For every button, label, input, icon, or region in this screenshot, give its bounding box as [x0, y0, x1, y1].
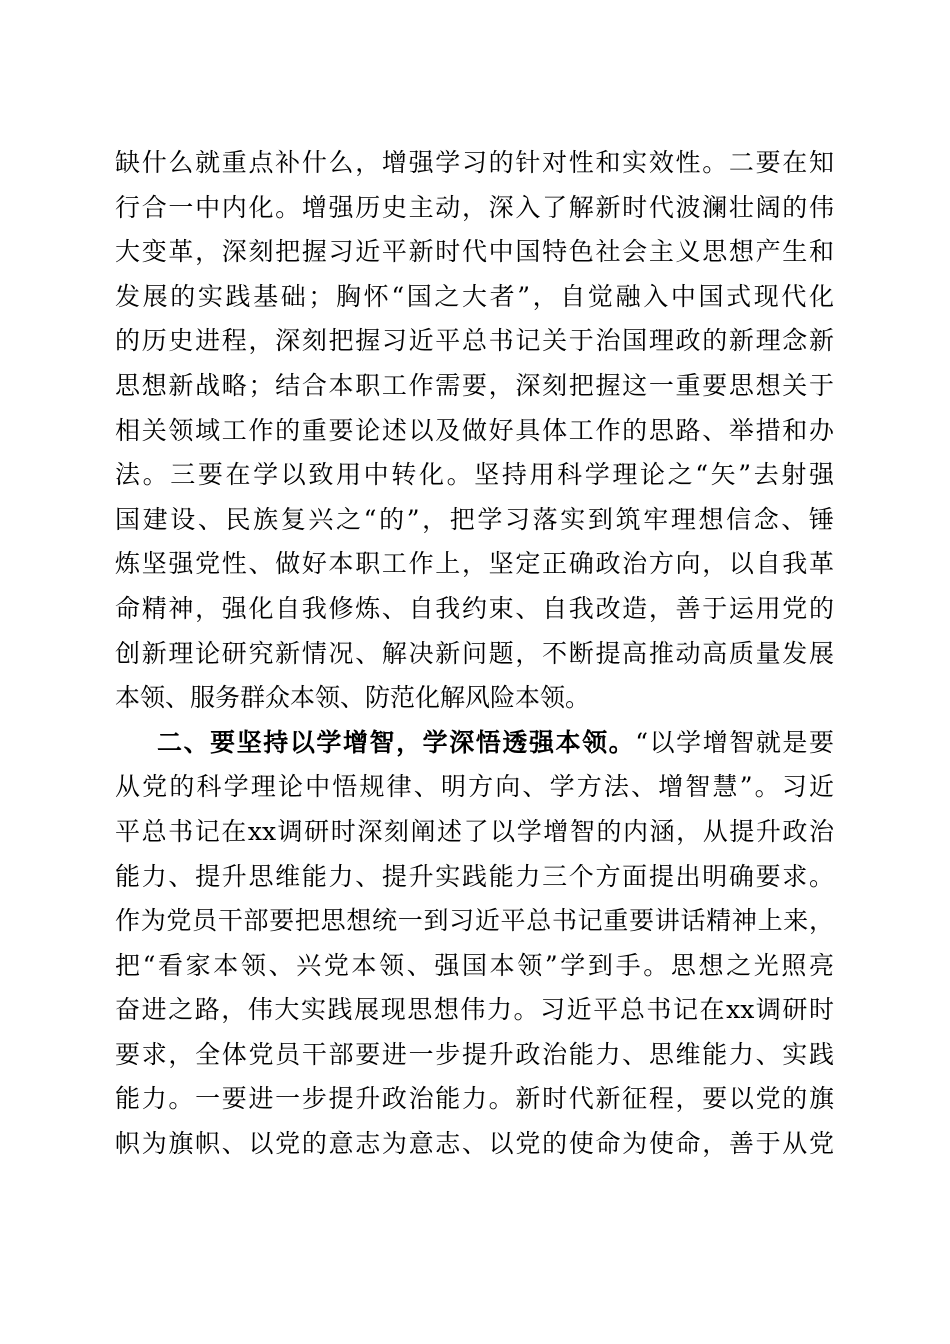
text-line-p2-10: 帜为旗帜、以党的意志为意志、以党的使命为使命，善于从党 [115, 1129, 834, 1159]
text-line-p2-7: 奋进之路，伟大实践展现思想伟力。习近平总书记在xx调研时 [115, 995, 834, 1025]
text-line-p1-11: 命精神，强化自我修炼、自我约束、自我改造，善于运用党的 [115, 593, 834, 623]
text-line-p1-1: 缺什么就重点补什么，增强学习的针对性和实效性。二要在知 [115, 148, 834, 177]
text-line-p2-6: 把“看家本领、兴党本领、强国本领”学到手。思想之光照亮 [115, 950, 834, 980]
text-line-p2-9: 能力。一要进一步提升政治能力。新时代新征程，要以党的旗 [115, 1084, 834, 1114]
body-text-run: “以学增智就是要 [635, 727, 834, 757]
document-body [115, 141, 834, 1167]
text-line-p1-5: 的历史进程，深刻把握习近平总书记关于治国理政的新理念新 [115, 326, 834, 356]
text-line-p2-5: 作为党员干部要把思想统一到习近平总书记重要讲话精神上来， [115, 906, 834, 936]
text-line-p1-3: 大变革，深刻把握习近平新时代中国特色社会主义思想产生和 [115, 237, 834, 267]
text-line-p2-1 [115, 721, 834, 766]
text-line-p1-6: 思想新战略；结合本职工作需要，深刻把握这一重要思想关于 [115, 370, 834, 400]
text-line-p1-7: 相关领域工作的重要论述以及做好具体工作的思路、举措和办 [115, 415, 834, 445]
text-line-p2-2: 从党的科学理论中悟规律、明方向、学方法、增智慧”。习近 [115, 772, 834, 802]
text-line-p1-10: 炼坚强党性、做好本职工作上，坚定正确政治方向，以自我革 [115, 549, 834, 579]
text-line-p2-4: 能力、提升思维能力、提升实践能力三个方面提出明确要求。 [115, 861, 834, 891]
text-line-p1-12: 创新理论研究新情况、解决新问题，不断提高推动高质量发展 [115, 638, 834, 668]
section-heading: 二、要坚持以学增智，学深悟透强本领。 [157, 727, 636, 757]
text-line-p1-2: 行合一中内化。增强历史主动，深入了解新时代波澜壮阔的伟 [115, 192, 834, 222]
text-line-p1-13: 本领、服务群众本领、防范化解风险本领。 [115, 683, 591, 713]
text-line-p1-4: 发展的实践基础；胸怀“国之大者”，自觉融入中国式现代化 [115, 281, 834, 311]
text-line-p1-9: 国建设、民族复兴之“的”，把学习落实到筑牢理想信念、锤 [115, 504, 834, 534]
text-line-p2-8: 要求，全体党员干部要进一步提升政治能力、思维能力、实践 [115, 1039, 834, 1069]
text-line-p2-3: 平总书记在xx调研时深刻阐述了以学增智的内涵，从提升政治 [115, 816, 834, 846]
text-line-p1-8: 法。三要在学以致用中转化。坚持用科学理论之“矢”去射强 [115, 460, 834, 490]
